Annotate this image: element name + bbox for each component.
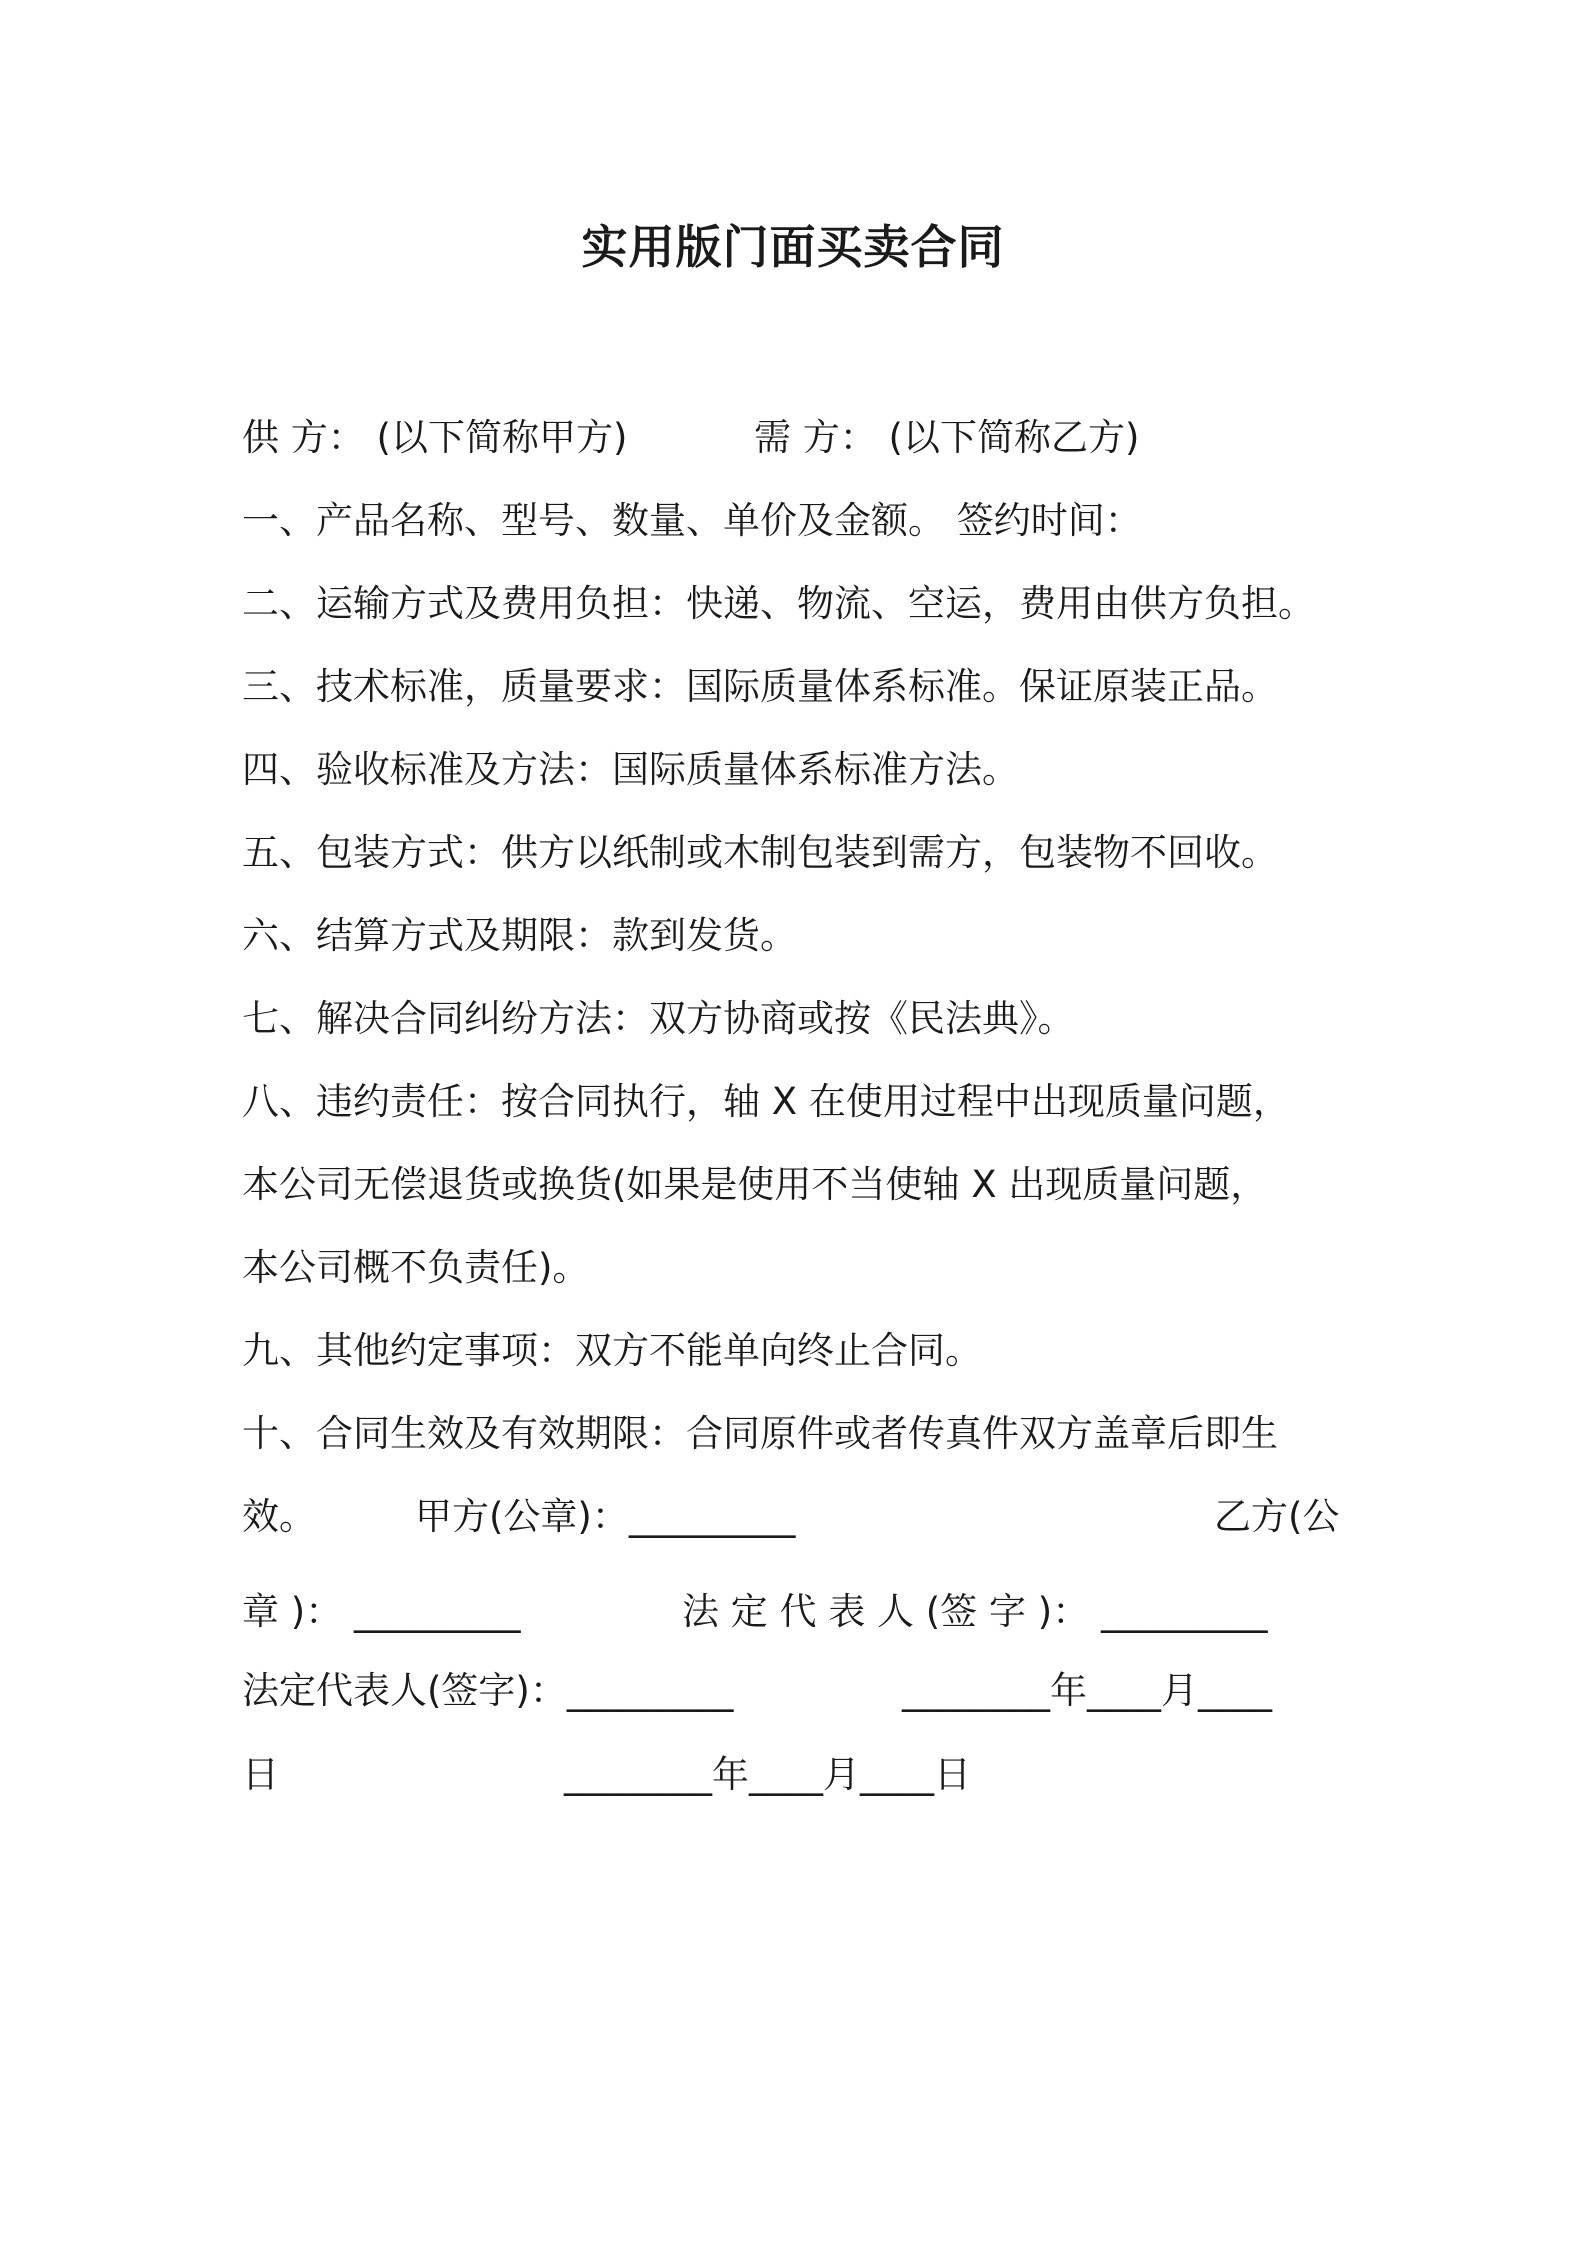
- supplier-label: 供 方： (以下简称甲方): [242, 416, 628, 459]
- party-b-seal-end: 章 )： _________: [242, 1590, 521, 1633]
- clause-2: 二、运输方式及费用负担：快递、物流、空运，费用由供方负担。: [242, 582, 1315, 625]
- clause-8-line-2: 本公司无偿退货或换货(如果是使用不当使轴 X 出现质量问题，: [242, 1163, 1268, 1206]
- date-a: ________年____月____日: [564, 1753, 971, 1796]
- clause-8-line-3: 本公司概不负责任)。: [242, 1246, 590, 1289]
- date-b: ________年____月____: [902, 1669, 1272, 1712]
- party-b-seal-start: 乙方(公: [1214, 1495, 1340, 1538]
- buyer-label: 需 方： (以下简称乙方): [754, 416, 1140, 459]
- clause-6: 六、结算方式及期限：款到发货。: [242, 914, 797, 957]
- clause-7: 七、解决合同纠纷方法：双方协商或按《民法典》。: [242, 997, 1075, 1040]
- clause-3: 三、技术标准，质量要求：国际质量体系标准。保证原装正品。: [242, 665, 1278, 708]
- rep-b-signature: 法 定 代 表 人 (签 字 )： _________: [682, 1590, 1268, 1633]
- clause-10: 十、合同生效及有效期限：合同原件或者传真件双方盖章后即生: [242, 1412, 1278, 1455]
- clause-5: 五、包装方式：供方以纸制或木制包装到需方，包装物不回收。: [242, 831, 1278, 874]
- clause-9: 九、其他约定事项：双方不能单向终止合同。: [242, 1329, 982, 1372]
- clause-1: 一、产品名称、型号、数量、单价及金额。 签约时间：: [242, 499, 1142, 542]
- party-a-seal: 甲方(公章)：_________: [415, 1495, 796, 1538]
- clause-4: 四、验收标准及方法：国际质量体系标准方法。: [242, 748, 1019, 791]
- effective-text: 效。: [242, 1495, 316, 1538]
- document-title: 实用版门面买卖合同: [581, 220, 1005, 274]
- clause-8-line-1: 八、违约责任：按合同执行，轴 X 在使用过程中出现质量问题，: [242, 1080, 1290, 1123]
- day-b: 日: [242, 1753, 279, 1796]
- rep-a-signature: 法定代表人(签字)：_________: [242, 1669, 734, 1712]
